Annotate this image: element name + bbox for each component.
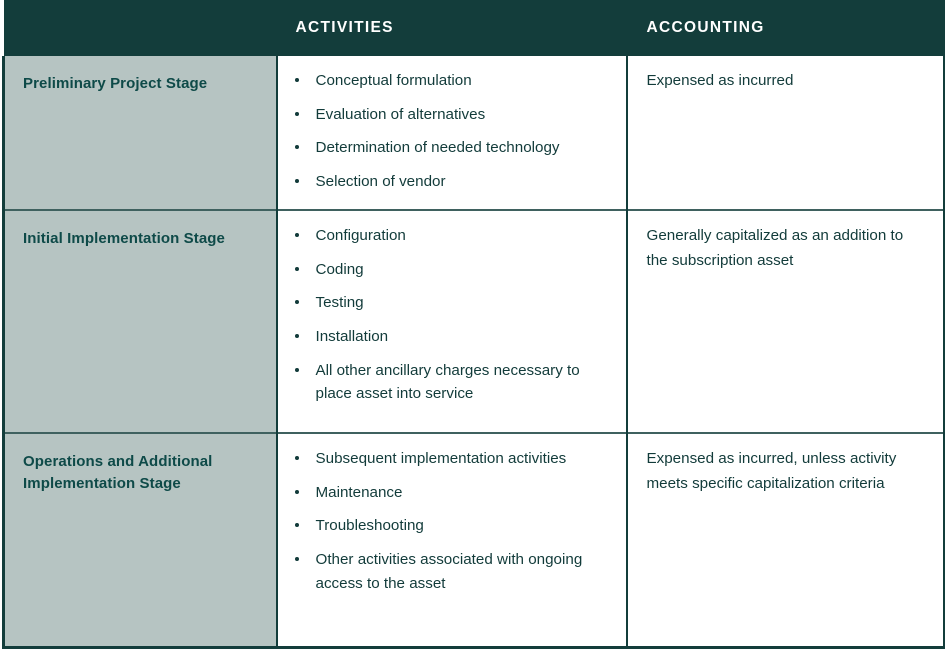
table-row bbox=[4, 433, 945, 647]
list-item: Selection of vendor bbox=[294, 170, 612, 194]
stage-label: Operations and Additional Implementation Stage bbox=[23, 453, 213, 492]
list-item: Determination of needed technology bbox=[294, 136, 612, 160]
list-item: Coding bbox=[294, 258, 612, 282]
accounting-text: Expensed as incurred bbox=[646, 72, 794, 89]
activities-list bbox=[294, 447, 612, 595]
activities-cell bbox=[277, 56, 627, 210]
matrix-table bbox=[2, 0, 945, 649]
list-item: Conceptual formulation bbox=[294, 69, 612, 93]
stage-label: Preliminary Project Stage bbox=[23, 75, 208, 92]
column-header-stage bbox=[4, 0, 277, 56]
accounting-cell bbox=[627, 56, 945, 210]
stage-cell bbox=[4, 56, 277, 210]
list-item: Testing bbox=[294, 291, 612, 315]
accounting-cell bbox=[627, 210, 945, 433]
table-body bbox=[4, 56, 945, 647]
activities-cell bbox=[277, 210, 627, 433]
list-item: Configuration bbox=[294, 224, 612, 248]
list-item: Subsequent implementation activities bbox=[294, 447, 612, 471]
stage-label: Initial Implementation Stage bbox=[23, 230, 225, 248]
list-item: All other ancillary charges necessary to place asset into service bbox=[294, 359, 612, 406]
list-item: Maintenance bbox=[294, 481, 612, 505]
column-header-accounting: ACCOUNTING bbox=[627, 0, 945, 56]
accounting-cell bbox=[627, 433, 945, 647]
stage-cell bbox=[4, 210, 277, 433]
column-header-activities: ACTIVITIES bbox=[277, 0, 627, 56]
table-row bbox=[4, 56, 945, 210]
list-item: Other activities associated with ongoing access to the asset bbox=[294, 548, 612, 595]
table-header bbox=[4, 0, 945, 56]
activities-cell bbox=[277, 433, 627, 647]
table-row bbox=[4, 210, 945, 433]
list-item: Evaluation of alternatives bbox=[294, 103, 612, 127]
activities-list bbox=[294, 224, 612, 405]
accounting-text: Generally capitalized as an addition to the subscription asset bbox=[646, 227, 904, 269]
header-row bbox=[4, 0, 945, 56]
list-item: Troubleshooting bbox=[294, 514, 612, 538]
stage-cell bbox=[4, 433, 277, 647]
activities-list bbox=[294, 69, 612, 193]
list-item: Installation bbox=[294, 325, 612, 349]
accounting-text: Expensed as incurred, unless activity meets specific capitalization criteria bbox=[646, 450, 897, 492]
